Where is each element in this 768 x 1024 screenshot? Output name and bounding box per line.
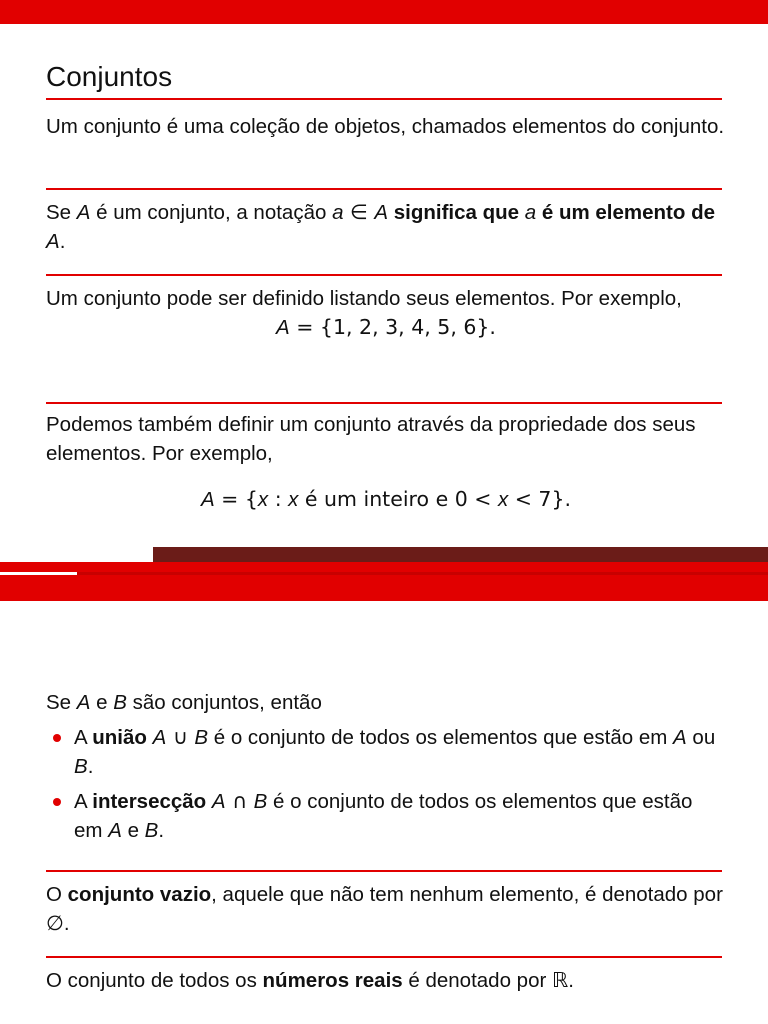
bullet-dot-icon [53,734,61,742]
membership-paragraph: Se A é um conjunto, a notação a ∈ A significa que a é um elemento de A. [46,200,716,253]
listing-equation: A = {1, 2, 3, 4, 5, 6}. [276,315,496,339]
block-rule-1 [46,188,722,190]
reals-paragraph: O conjunto de todos os números reais é denotado por ℝ. [46,969,574,992]
block-rule-4 [46,870,722,872]
property-equation: A = {x : x é um inteiro e 0 < x < 7}. [200,487,572,511]
listing-paragraph: Um conjunto pode ser definido listando seus elementos. Por exemplo, A = {1, 2, 3, 4, 5, 6}. [46,284,726,342]
definition-paragraph: Um conjunto é uma coleção de objetos, chamados elementos do conjunto. [46,115,725,138]
block-rule-5 [46,956,722,958]
block-rule-3 [46,402,722,404]
bullet-dot-icon [53,798,61,806]
block-rule-2 [46,274,722,276]
title-rule [46,98,722,100]
footer-dark-band [153,547,768,562]
property-paragraph: Podemos também definir um conjunto através da propriedade dos seus elementos. Por exemplo, A = {x : x é um inteiro e 0 < x < 7}. [46,410,726,514]
intro-line: Se A e B são conjuntos, então [46,691,322,714]
top-header-bar [0,0,768,24]
empty-set-paragraph: O conjunto vazio, aquele que não tem nenhum elemento, é denotado por ∅. [46,883,723,935]
slide-title: Conjuntos [46,61,173,92]
list-item-union: A união A ∪ B é o conjunto de todos os elementos que estão em A ou B. [46,723,726,781]
footer-red-band [0,562,768,572]
list-item-intersection: A intersecção A ∩ B é o conjunto de todos os elementos que estão em A e B. [46,787,726,845]
next-slide-header-bar [0,575,768,601]
union-intersection-block [46,688,726,851]
